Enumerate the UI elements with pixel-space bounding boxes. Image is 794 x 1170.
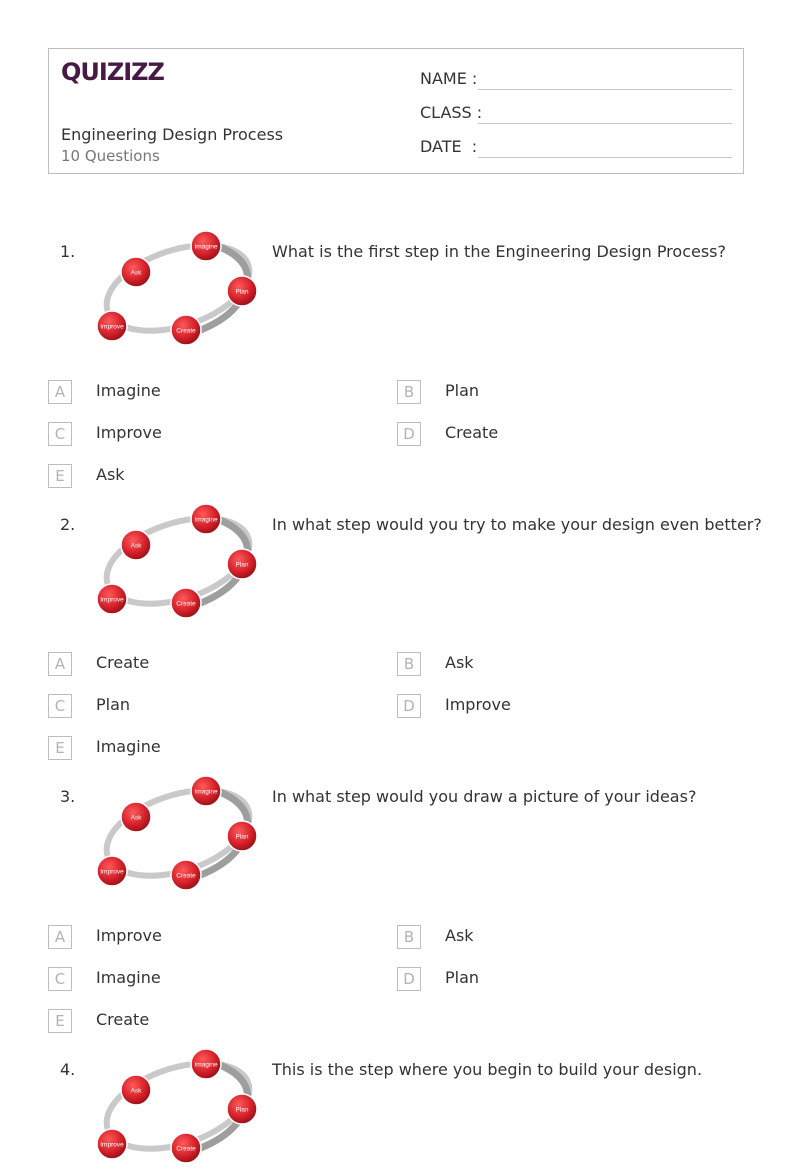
question-text: What is the first step in the Engineering Design Process? [272,242,726,261]
step-plan [227,821,257,851]
class-line [478,123,732,124]
step-improve [97,311,127,341]
option-letter: C [48,422,72,446]
question-text: This is the step where you begin to build your design. [272,1060,703,1079]
option-letter: E [48,736,72,760]
question-count: 10 Questions [61,147,160,165]
option-text: Imagine [96,381,161,400]
step-plan [227,549,257,579]
design-process-diagram [94,503,258,621]
option-letter: D [397,967,421,991]
step-create [171,588,201,618]
question-number: 3. [60,787,76,806]
svg-text:Plan: Plan [235,833,249,841]
step-create [171,1133,201,1163]
svg-text:Improve: Improve [100,596,124,604]
step-ask [121,802,151,832]
class-label: CLASS : [420,103,483,122]
design-process-diagram [94,1048,258,1166]
option-text: Ask [445,926,474,945]
step-imagine [191,1049,221,1079]
option-text: Ask [96,465,125,484]
step-ask [121,530,151,560]
option-text: Plan [445,968,480,987]
step-ask [121,257,151,287]
option-letter: D [397,422,421,446]
svg-text:Improve: Improve [100,323,124,331]
step-imagine [191,776,221,806]
option-letter: B [397,380,421,404]
question-text: In what step would you try to make your design even better? [272,515,762,534]
option-text: Improve [445,695,511,714]
svg-text:Ask: Ask [130,814,142,822]
svg-text:Plan: Plan [235,288,249,296]
svg-text:Plan: Plan [235,1106,249,1114]
step-improve [97,584,127,614]
name-line [478,89,732,90]
svg-text:Imagine: Imagine [194,1061,218,1069]
step-create [171,315,201,345]
svg-text:Create: Create [176,327,196,335]
option-text: Ask [445,653,474,672]
design-process-cycle [94,503,258,621]
step-improve [97,856,127,886]
svg-text:Imagine: Imagine [194,243,218,251]
question-number: 1. [60,242,76,261]
name-label: NAME : [420,69,478,88]
option-letter: B [397,925,421,949]
date-line [478,157,732,158]
option-text: Create [96,653,150,672]
svg-text:Create: Create [176,600,196,608]
svg-text:Plan: Plan [235,561,249,569]
design-process-diagram [94,775,258,893]
step-improve [97,1129,127,1159]
option-text: Imagine [96,968,161,987]
date-field[interactable] [420,137,477,156]
worksheet-header [48,48,744,174]
date-label: DATE : [420,137,478,156]
step-plan [227,1094,257,1124]
option-text: Imagine [96,737,161,756]
question-text: In what step would you draw a picture of your ideas? [272,787,697,806]
option-letter: A [48,652,72,676]
option-text: Improve [96,926,162,945]
class-field[interactable] [420,103,482,122]
svg-text:Ask: Ask [130,542,142,550]
design-process-cycle [94,230,258,348]
worksheet-title: Engineering Design Process [61,125,284,144]
svg-text:Ask: Ask [130,1087,142,1095]
option-letter: A [48,380,72,404]
svg-text:Improve: Improve [100,1141,124,1149]
option-text: Improve [96,423,162,442]
option-letter: E [48,1009,72,1033]
design-process-cycle [94,775,258,893]
name-field[interactable] [420,69,477,88]
option-letter: E [48,464,72,488]
option-text: Plan [445,381,480,400]
option-letter: C [48,694,72,718]
quizizz-logo: QUIZIZZ [61,58,164,86]
option-text: Create [96,1010,150,1029]
svg-text:Ask: Ask [130,269,142,277]
step-ask [121,1075,151,1105]
option-letter: B [397,652,421,676]
step-plan [227,276,257,306]
step-imagine [191,504,221,534]
option-letter: C [48,967,72,991]
option-letter: A [48,925,72,949]
svg-text:Improve: Improve [100,868,124,876]
svg-text:Create: Create [176,1145,196,1153]
option-letter: D [397,694,421,718]
svg-text:Imagine: Imagine [194,788,218,796]
question-number: 2. [60,515,76,534]
design-process-diagram [94,230,258,348]
step-create [171,860,201,890]
step-imagine [191,231,221,261]
design-process-cycle [94,1048,258,1166]
option-text: Create [445,423,499,442]
svg-text:Imagine: Imagine [194,516,218,524]
option-text: Plan [96,695,131,714]
svg-text:Create: Create [176,872,196,880]
question-number: 4. [60,1060,76,1079]
